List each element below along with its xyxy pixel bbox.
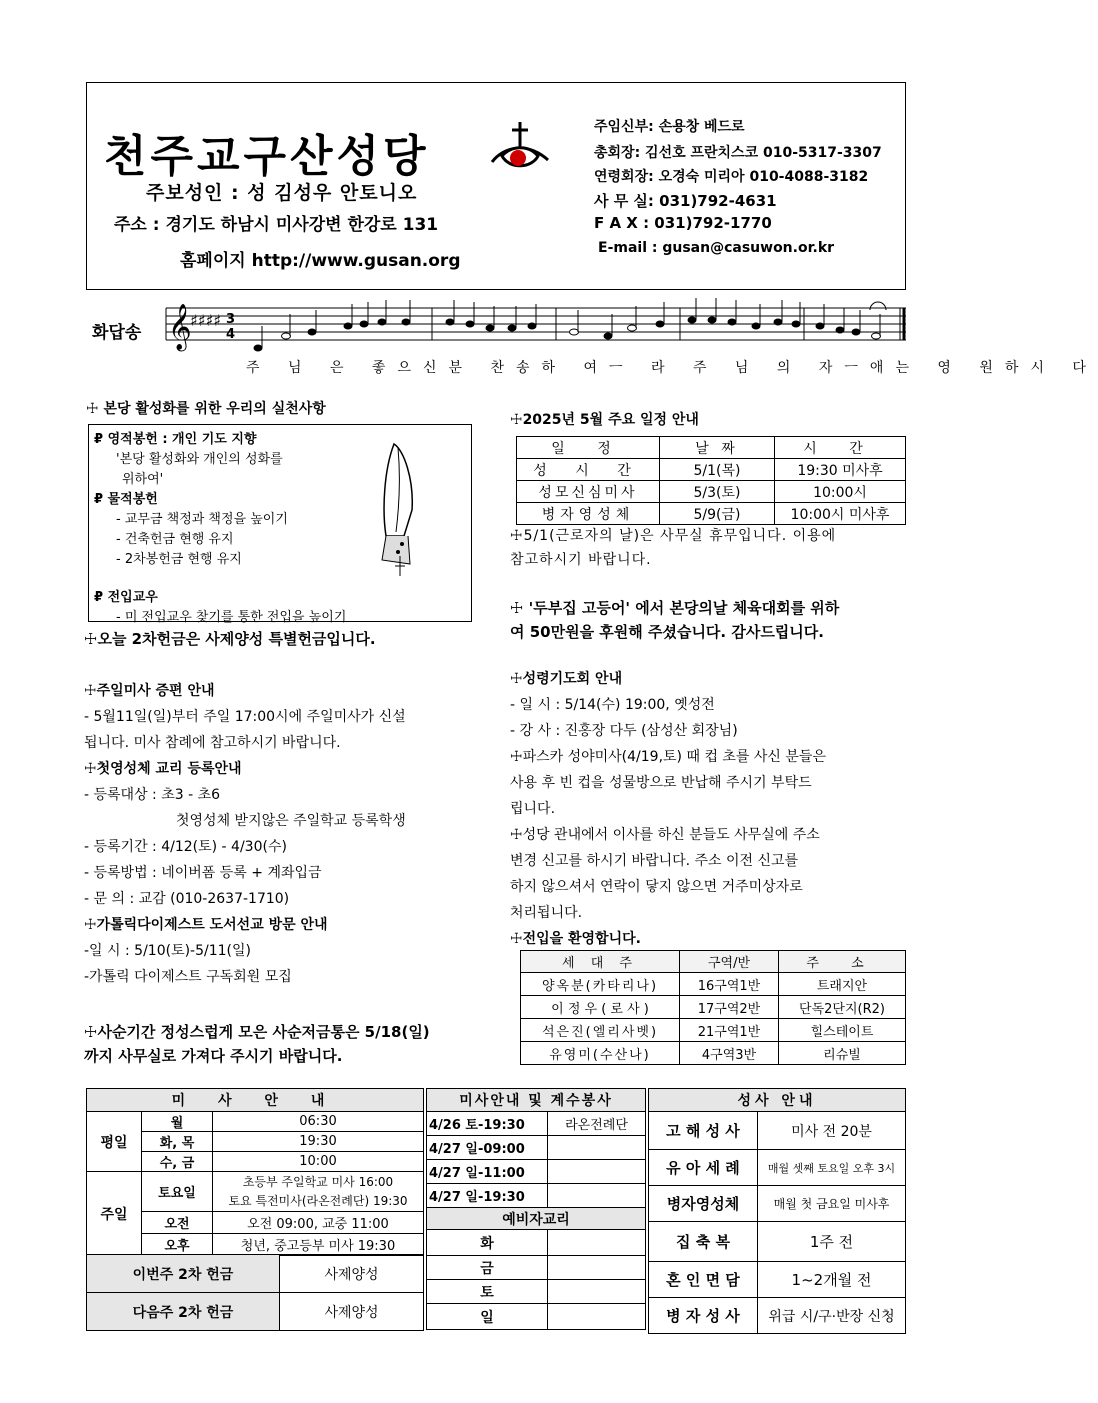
- schedule-heading: ☩2025년 5월 주요 일정 안내: [510, 412, 699, 428]
- sports-donation-notice: ☩ '두부집 고등어' 에서 본당의날 체육대회를 위하 여 50만원을 후원해 주셨습니다. 감사드립니다.: [510, 599, 840, 641]
- psalm-lyrics: 주 님 은 좋으신분 찬송하 여ㅡ 라 주 님 의 자ㅡ애는 영 원하시 다: [246, 360, 1098, 376]
- contact-pastor: 주임신부: 손용창 베드로: [594, 119, 745, 135]
- schedule-table: 일 정 날 짜 시 간 성 시 간 5/1(목) 19:30 미사후 성모신심미사 5/3(토) 10:00시 병자영성체 5/9(금) 10:00시 미사후: [516, 436, 906, 525]
- practice-heading: ☩ 본당 활성화를 위한 우리의 실천사항: [86, 401, 326, 417]
- check-icon: ₽: [94, 492, 108, 507]
- sacrament-table: 성사 안내 고 해 성 사 미사 전 20분 유 아 세 례 매월 셋째 토요일 오후 3시 병자영성체 매월 첫 금요일 미사후 집 축 복 1주 전 혼 인 면 담 1~2개월 전 병 자 성 사 위급 시/구·반장 신청: [648, 1088, 906, 1334]
- schedule-note: ☩5/1(근로자의 날)은 사무실 휴무입니다. 이용에 참고하시기 바랍니다.: [510, 528, 837, 568]
- parish-title: 천주교구산성당: [104, 131, 430, 182]
- cross-icon: ☩: [510, 412, 523, 428]
- svg-text:4: 4: [226, 327, 236, 342]
- check-icon: ₽: [94, 432, 108, 447]
- contact-president: 총회장: 김선호 프란치스코 010-5317-3307: [594, 145, 882, 161]
- contact-email[interactable]: E-mail : gusan@casuwon.or.kr: [598, 240, 835, 256]
- service-table: 미사안내 및 계수봉사 4/26 토-19:30 라온전례단 4/27 일-09:00 4/27 일-11:00 4/27 일-19:30 예비자교리 화 금 토 일: [426, 1088, 646, 1330]
- cross-icon: ☩: [510, 671, 523, 687]
- svg-text:3: 3: [226, 312, 236, 327]
- right-notices: ☩성령기도회 안내 - 일 시 : 5/14(수) 19:00, 옛성전 - 강 사 : 진홍장 다두 (삼성산 회장님) ☩파스카 성야미사(4/19,토) 때 컵 초를 사신 분들은 사용 후 빈 컵을 성물방으로 반납해 주시기 부탁드 립니다. ☩성당 관내에서 이사를 하신 분들도 사무실에 주소 변경 신고를 하시기 바랍니다. 주소 이전 신고를 하지 않으셔서 연락이 닿지 않으면 거주미상자로 처리됩니다. ☩전입을 환영합니다.: [510, 671, 826, 947]
- cross-icon: ☩: [84, 761, 97, 777]
- patron-saint: 주보성인 : 성 김성우 안토니오: [146, 182, 418, 204]
- cross-icon: ☩: [510, 749, 523, 765]
- cross-icon: ☩: [510, 599, 524, 617]
- cross-icon: ☩: [510, 827, 523, 843]
- psalm-staff: [160, 296, 910, 360]
- cross-icon: ☩: [84, 917, 97, 933]
- mass-info-table: 미 사 안 내 평일 월 06:30 화, 목 19:30 수, 금 10:00 주일 토요일 초등부 주일학교 미사 16:00 토요 특전미사(라온전례단) 19:30 오전 오전 09:00, 교중 11:00 오후 청년, 중고등부 미사 19:30: [86, 1088, 424, 1256]
- cross-icon: ☩: [84, 683, 97, 699]
- cross-icon: ☩: [510, 931, 523, 947]
- mass-increase-notice: ☩주일미사 증편 안내 - 5월11일(일)부터 주일 17:00시에 주일미사가 신설 됩니다. 미사 참례에 참고하시기 바랍니다. ☩첫영성체 교리 등록안내 - 등록대상 : 초3 - 초6 첫영성체 받지않은 주일학교 등록학생 - 등록기간 : 4/12(토) - 4/30(수) - 등록방법 : 네이버폼 등록 + 계좌입금 - 문 의 : 교감 (010-2637-1710) ☩가톨릭다이제스트 도서선교 방문 안내 -일 시 : 5/10(토)-5/11(일) -가톨릭 다이제스트 구독회원 모집: [84, 683, 406, 985]
- practice-content: ₽ 영적봉헌 : 개인 기도 지향 '본당 활성화와 개인의 성화를 위하여' ₽ 물적봉헌 - 교무금 책정과 책정을 높이기 - 건축헌금 현행 유지 - 2차봉헌금 현행 유지 ₽ 전입교우 - 미 전입교우 찾기를 통한 전입을 높이기: [94, 432, 347, 625]
- lent-box-notice: ☩사순기간 정성스럽게 모은 사순저금통은 5/18(일) 까지 사무실로 가져다 주시기 바랍니다.: [84, 1023, 430, 1065]
- psalm-label: 화답송: [92, 323, 142, 343]
- contact-fax: F A X : 031)792-1770: [594, 214, 772, 232]
- svg-text:♯♯♯♯: ♯♯♯♯: [190, 311, 221, 330]
- contact-funeral: 연령회장: 오경숙 미리아 010-4088-3182: [594, 169, 869, 185]
- address: 주소 : 경기도 하남시 미사강변 한강로 131: [114, 215, 439, 235]
- second-collection-table: 이번주 2차 헌금 사제양성 다음주 2차 헌금 사제양성: [86, 1254, 424, 1331]
- welcome-table: 세 대 주 구역/반 주 소 양옥분(카타리나) 16구역1반 트래지안 이 정 우 ( 로 사 ) 17구역2반 단독2단지(R2) 석은진(엘리사벳) 21구역1반 힐스테이트 유영미(수산나) 4구역3반 리슈빌: [520, 950, 906, 1065]
- check-icon: ₽: [94, 590, 108, 605]
- cross-icon: ☩: [84, 630, 98, 648]
- svg-text:𝄞: 𝄞: [168, 304, 192, 350]
- cross-icon: ☩: [510, 528, 524, 544]
- cross-icon: ☩: [84, 1023, 98, 1041]
- praying-hands-icon: [364, 440, 438, 580]
- homepage-link[interactable]: 홈페이지 http://www.gusan.org: [180, 251, 461, 271]
- cross-icon: ☩: [86, 401, 104, 417]
- parish-logo-icon: [488, 116, 552, 172]
- contact-office: 사 무 실: 031)792-4631: [594, 192, 777, 210]
- second-collection-notice: ☩오늘 2차헌금은 사제양성 특별헌금입니다.: [84, 630, 376, 648]
